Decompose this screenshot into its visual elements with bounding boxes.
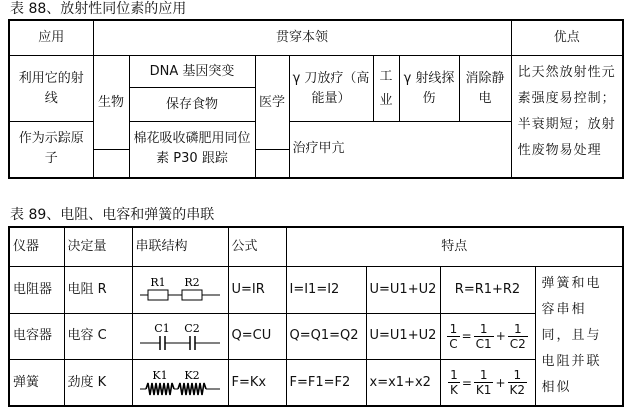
header-device: 仪器 [9, 227, 64, 267]
device-spring: 弹簧 [9, 360, 64, 407]
device-capacitor: 电容器 [9, 313, 64, 360]
bio-item-cotton: 棉花吸收磷肥用同位素 P30 跟踪 [129, 122, 255, 178]
app-ray: 利用它的射线 [9, 56, 93, 122]
feature-capacitor-charge: Q=Q1=Q2 [286, 313, 366, 360]
label-k2: K2 [184, 368, 200, 382]
table-89 [8, 226, 624, 407]
header-quantity: 决定量 [64, 227, 132, 267]
resistor-series-diagram [132, 267, 228, 314]
row-capacitor [9, 313, 623, 360]
feature-resistor-total: R=R1+R2 [440, 267, 535, 314]
formula-resistor: U=IR [228, 267, 286, 314]
label-r1: R1 [150, 275, 166, 289]
field-medicine: 医学 [255, 56, 289, 150]
formula-capacitor: Q=CU [228, 313, 286, 360]
header-advantage: 优点 [511, 20, 623, 56]
bio-item-dna: DNA 基因突变 [129, 56, 255, 88]
row-resistor [9, 267, 623, 314]
label-c2: C2 [184, 322, 200, 336]
quantity-resistance: 电阻 R [64, 267, 132, 314]
field-biology: 生物 [93, 56, 129, 150]
label-k1: K1 [152, 368, 168, 382]
feature-resistor-voltage: U=U1+U2 [366, 267, 440, 314]
spring-1 [146, 383, 174, 395]
feature-resistor-current: I=I1=I2 [286, 267, 366, 314]
spring-2 [178, 383, 206, 395]
ind-item-static-removal: 消除静电 [459, 56, 511, 122]
quantity-stiffness: 劲度 K [64, 360, 132, 407]
med-item-gamma-knife: γ 刀放疗（高能量） [289, 56, 373, 122]
formula-spring: F=Kx [228, 360, 286, 407]
feature-spring-extension: x=x1+x2 [366, 360, 440, 407]
resistor-1 [148, 290, 168, 300]
row-spring [9, 360, 623, 407]
label-r2: R2 [184, 275, 200, 289]
spring-series-diagram [132, 360, 228, 407]
label-c1: C1 [154, 322, 170, 336]
advantage-text: 比天然放射性元素强度易控制；半衰期短；放射性废物易处理 [511, 56, 623, 178]
header-feature: 特点 [286, 227, 623, 267]
header-application: 应用 [9, 20, 93, 56]
device-resistor: 电阻器 [9, 267, 64, 314]
feature-spring-force: F=F1=F2 [286, 360, 366, 407]
med-item-hyperthyroid: 治疗甲亢 [289, 122, 623, 178]
ind-item-flaw-detection: γ 射线探伤 [399, 56, 459, 122]
field-industry: 工业 [373, 56, 399, 122]
capacitor-series-diagram [132, 313, 228, 360]
table88-caption: 表 88、放射性同位素的应用 [10, 1, 187, 17]
feature-capacitor-voltage: U=U1+U2 [366, 313, 440, 360]
feature-spring-total: $\frac{1}{K}$ = $\frac{1}{K1}$ + $\frac{1}{K2}$ [440, 360, 535, 407]
feature-capacitor-total: $\frac{1}{C}$ = $\frac{1}{C1}$ + $\frac{1}{C2}$ [440, 313, 535, 360]
bio-item-food: 保存食物 [129, 88, 255, 122]
app-tracer: 作为示踪原子 [9, 122, 93, 178]
table89-caption: 表 89、电阻、电容和弹簧的串联 [10, 207, 215, 223]
header-throughout: 贯穿本领 [93, 20, 511, 56]
header-formula: 公式 [228, 227, 286, 267]
quantity-capacitance: 电容 C [64, 313, 132, 360]
header-structure: 串联结构 [132, 227, 228, 267]
table-88 [8, 19, 624, 179]
resistor-2 [182, 290, 202, 300]
series-note: 弹簧和电容串相同，且与电阻并联相似 [535, 267, 623, 407]
